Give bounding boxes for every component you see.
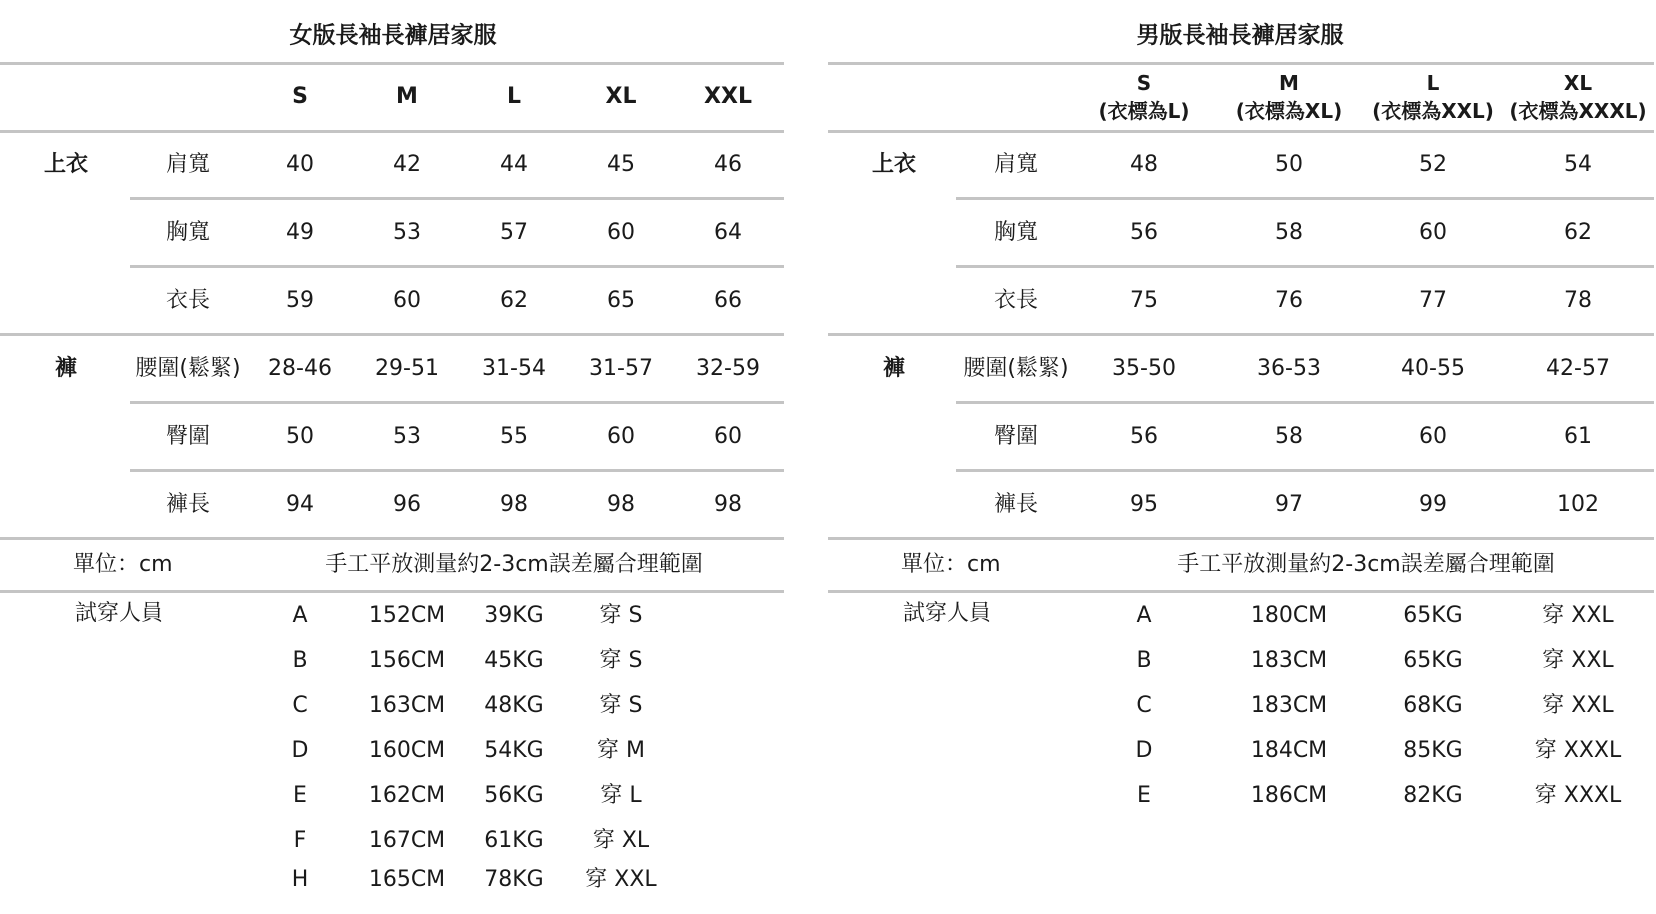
model-weight: 48KG	[484, 693, 544, 718]
men-size-chart	[828, 0, 1656, 914]
cell: 31-54	[482, 356, 546, 381]
cell: 52	[1419, 152, 1447, 177]
cell: 60	[607, 424, 635, 449]
size-label: S	[1136, 71, 1152, 95]
size-header-l: L	[506, 84, 522, 109]
cell: 48	[1130, 152, 1158, 177]
cell: 60	[714, 424, 742, 449]
model-id: B	[292, 648, 308, 673]
model-size: 穿 XXL	[1542, 693, 1614, 718]
model-size: 穿 L	[600, 783, 642, 808]
group-label-top: 上衣	[43, 152, 89, 177]
model-height: 184CM	[1250, 738, 1328, 763]
size-header-m: M	[396, 84, 418, 109]
cell: 42	[393, 152, 421, 177]
model-size: 穿 XXL	[1542, 648, 1614, 673]
cell: 77	[1419, 288, 1447, 313]
row-label: 胸寬	[993, 220, 1039, 245]
model-height: 165CM	[368, 867, 446, 892]
model-weight: 85KG	[1403, 738, 1463, 763]
cell: 55	[500, 424, 528, 449]
cell: 40-55	[1401, 356, 1465, 381]
cell: 94	[286, 492, 314, 517]
row-label: 腰圍(鬆緊)	[135, 356, 241, 381]
row-label: 衣長	[165, 288, 211, 313]
model-id: A	[1136, 603, 1152, 628]
model-id: E	[1137, 783, 1151, 808]
cell: 78	[1564, 288, 1592, 313]
model-size: 穿 S	[599, 603, 643, 628]
cell: 40	[286, 152, 314, 177]
size-header-xl	[1509, 69, 1646, 125]
model-height: 152CM	[368, 603, 446, 628]
size-header-l	[1372, 69, 1494, 125]
model-id: F	[293, 828, 307, 853]
cell: 98	[607, 492, 635, 517]
model-size: 穿 S	[599, 693, 643, 718]
divider	[130, 469, 784, 472]
divider	[956, 469, 1654, 472]
model-height: 183CM	[1250, 693, 1328, 718]
divider	[956, 401, 1654, 404]
size-tag: (衣標為L)	[1098, 99, 1190, 123]
model-size: 穿 M	[597, 738, 645, 763]
cell: 50	[286, 424, 314, 449]
cell: 58	[1275, 424, 1303, 449]
model-weight: 56KG	[484, 783, 544, 808]
size-header-xl: XL	[605, 84, 637, 109]
model-weight: 68KG	[1403, 693, 1463, 718]
cell: 49	[286, 220, 314, 245]
row-label: 肩寬	[993, 152, 1039, 177]
cell: 36-53	[1257, 356, 1321, 381]
divider	[828, 590, 1654, 593]
model-height: 167CM	[368, 828, 446, 853]
model-size: 穿 XL	[592, 828, 650, 853]
divider	[956, 265, 1654, 268]
women-size-chart	[0, 0, 780, 914]
cell: 54	[1564, 152, 1592, 177]
cell: 32-59	[696, 356, 760, 381]
model-size: 穿 XXXL	[1534, 738, 1622, 763]
models-label: 試穿人員	[903, 601, 992, 626]
divider	[828, 333, 1654, 336]
size-tag: (衣標為XXL)	[1372, 99, 1494, 123]
model-id: E	[293, 783, 307, 808]
cell: 28-46	[268, 356, 332, 381]
cell: 44	[500, 152, 528, 177]
cell: 60	[1419, 424, 1447, 449]
row-label: 臀圍	[165, 424, 211, 449]
row-label: 褲長	[165, 492, 211, 517]
size-label: L	[1426, 71, 1440, 95]
model-weight: 45KG	[484, 648, 544, 673]
model-height: 163CM	[368, 693, 446, 718]
model-height: 183CM	[1250, 648, 1328, 673]
cell: 61	[1564, 424, 1592, 449]
model-size: 穿 XXL	[1542, 603, 1614, 628]
model-height: 156CM	[368, 648, 446, 673]
cell: 62	[500, 288, 528, 313]
size-tag: (衣標為XL)	[1235, 99, 1343, 123]
model-height: 162CM	[368, 783, 446, 808]
unit-label: 單位：cm	[73, 552, 173, 577]
model-id: D	[1135, 738, 1153, 763]
cell: 60	[1419, 220, 1447, 245]
women-chart-title: 女版長袖長褲居家服	[289, 22, 497, 49]
divider	[0, 62, 784, 65]
cell: 98	[714, 492, 742, 517]
cell: 62	[1564, 220, 1592, 245]
model-size: 穿 XXL	[585, 867, 657, 892]
model-height: 186CM	[1250, 783, 1328, 808]
measurement-note: 手工平放測量約2-3cm誤差屬合理範圍	[325, 552, 703, 577]
row-label: 胸寬	[165, 220, 211, 245]
model-weight: 39KG	[484, 603, 544, 628]
measurement-note: 手工平放測量約2-3cm誤差屬合理範圍	[1177, 552, 1555, 577]
cell: 56	[1130, 424, 1158, 449]
cell: 96	[393, 492, 421, 517]
model-weight: 65KG	[1403, 603, 1463, 628]
model-id: H	[291, 867, 309, 892]
cell: 35-50	[1112, 356, 1176, 381]
cell: 53	[393, 424, 421, 449]
size-header-m	[1236, 69, 1342, 125]
row-label: 褲長	[993, 492, 1039, 517]
cell: 57	[500, 220, 528, 245]
cell: 60	[393, 288, 421, 313]
divider	[828, 130, 1654, 133]
model-weight: 78KG	[484, 867, 544, 892]
model-weight: 54KG	[484, 738, 544, 763]
divider	[130, 401, 784, 404]
cell: 59	[286, 288, 314, 313]
cell: 75	[1130, 288, 1158, 313]
model-id: C	[292, 693, 308, 718]
divider	[0, 130, 784, 133]
model-height: 180CM	[1250, 603, 1328, 628]
row-label: 臀圍	[993, 424, 1039, 449]
cell: 65	[607, 288, 635, 313]
men-chart-title: 男版長袖長褲居家服	[1136, 22, 1344, 49]
cell: 42-57	[1546, 356, 1610, 381]
group-label-pants: 褲	[882, 356, 906, 381]
size-label: M	[1279, 71, 1299, 95]
model-size: 穿 S	[599, 648, 643, 673]
row-label: 衣長	[993, 288, 1039, 313]
cell: 98	[500, 492, 528, 517]
cell: 29-51	[375, 356, 439, 381]
cell: 95	[1130, 492, 1158, 517]
cell: 56	[1130, 220, 1158, 245]
size-header-s: S	[292, 84, 308, 109]
model-id: B	[1136, 648, 1152, 673]
group-label-top: 上衣	[871, 152, 917, 177]
cell: 97	[1275, 492, 1303, 517]
model-height: 160CM	[368, 738, 446, 763]
model-weight: 65KG	[1403, 648, 1463, 673]
model-id: A	[292, 603, 308, 628]
divider	[130, 197, 784, 200]
row-label: 腰圍(鬆緊)	[963, 356, 1069, 381]
size-label: XL	[1563, 71, 1593, 95]
divider	[828, 537, 1654, 540]
cell: 76	[1275, 288, 1303, 313]
group-label-pants: 褲	[54, 356, 78, 381]
cell: 46	[714, 152, 742, 177]
size-tag: (衣標為XXXL)	[1509, 99, 1647, 123]
divider	[0, 537, 784, 540]
unit-label: 單位：cm	[901, 552, 1001, 577]
model-id: D	[291, 738, 309, 763]
models-label: 試穿人員	[75, 601, 164, 626]
cell: 58	[1275, 220, 1303, 245]
cell: 50	[1275, 152, 1303, 177]
model-weight: 82KG	[1403, 783, 1463, 808]
size-header-s	[1098, 69, 1189, 125]
model-size: 穿 XXXL	[1534, 783, 1622, 808]
cell: 64	[714, 220, 742, 245]
cell: 99	[1419, 492, 1447, 517]
row-label: 肩寬	[165, 152, 211, 177]
cell: 31-57	[589, 356, 653, 381]
cell: 45	[607, 152, 635, 177]
model-weight: 61KG	[484, 828, 544, 853]
cell: 60	[607, 220, 635, 245]
divider	[0, 590, 784, 593]
cell: 53	[393, 220, 421, 245]
divider	[828, 62, 1654, 65]
model-id: C	[1136, 693, 1152, 718]
size-header-xxl: XXL	[704, 84, 752, 109]
cell: 66	[714, 288, 742, 313]
divider	[0, 333, 784, 336]
divider	[956, 197, 1654, 200]
cell: 102	[1557, 492, 1599, 517]
divider	[130, 265, 784, 268]
